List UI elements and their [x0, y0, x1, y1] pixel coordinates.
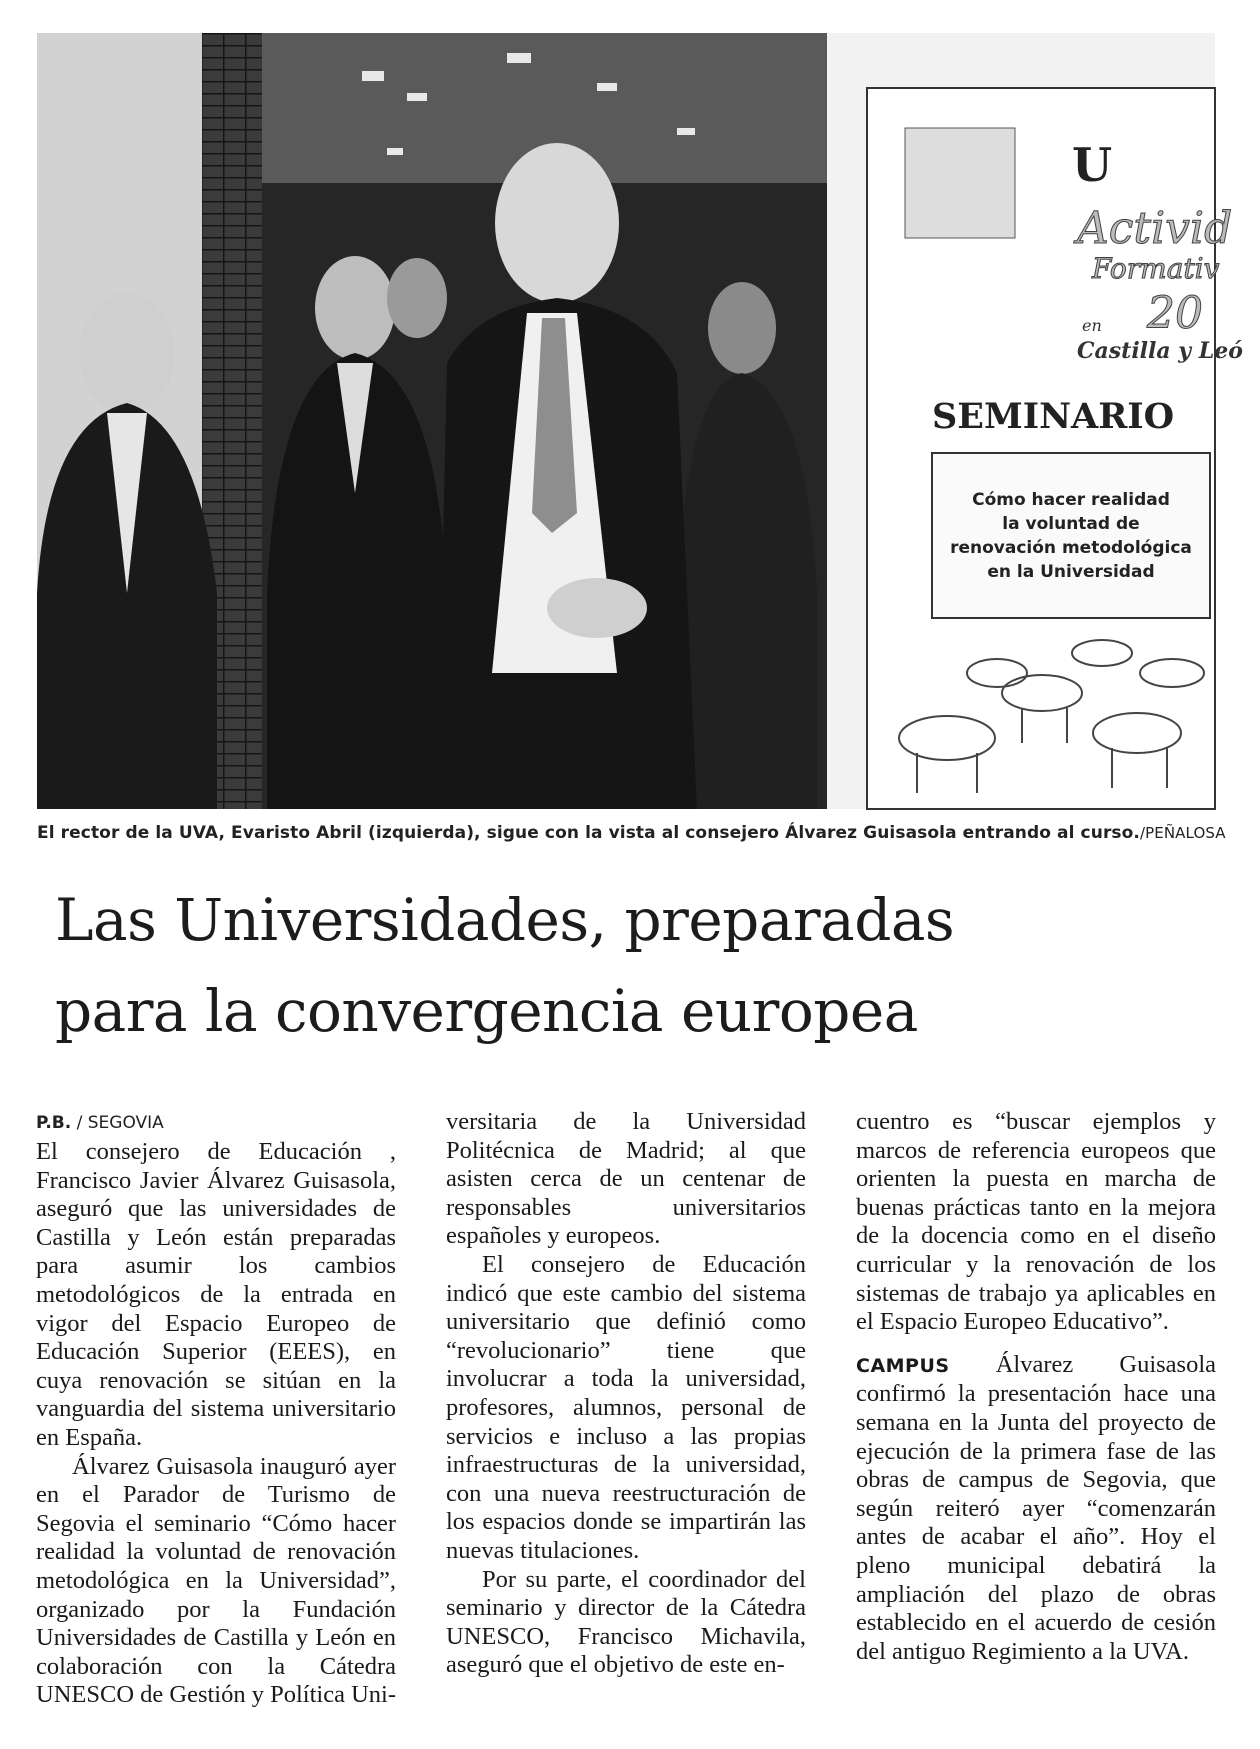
headline [55, 875, 1235, 1057]
paragraph: El consejero de Educación indicó que este cambio del sistema universitario que definió como “revolucionario” tiene que involucrar a toda la universidad, profesores, alumnos, personal de servicios e incluso a las propias infraestructuras de la universidad, con una nueva reestructuración de los espacios donde se impartirán las nuevas titulaciones. [446, 1250, 806, 1564]
paragraph: El consejero de Educación , Francisco Javier Álvarez Guisasola, aseguró que las universidades de Castilla y León están preparadas para asumir los cambios metodológicos de la entrada en vigor del Espacio Europeo de Educación Superior (EEES), en cuya renovación se sitúan en la vanguardia del sistema universitario en España. [36, 1138, 396, 1451]
poster-line-4: en [1082, 316, 1102, 335]
poster-title-line-2: la voluntad de [1002, 514, 1140, 534]
poster-line-3: 20 [1147, 288, 1203, 339]
poster-logo-letter: U [1072, 138, 1113, 192]
byline-author: P.B. [36, 1113, 72, 1133]
news-photo [37, 33, 1243, 809]
paragraph: Por su parte, el coordinador del seminario y director de la Cátedra UNESCO, Francisco Michavila, aseguró que el objetivo de este en- [446, 1565, 806, 1679]
article-column-3 [856, 1108, 1216, 1666]
photo-illustration [37, 33, 1243, 809]
headline-line-1: Las Universidades, preparadas [55, 886, 955, 954]
paragraph-text: Álvarez Guisasola confirmó la presentación hace una semana en la Junta del proyecto de ejecución de la primera fase de las obras de campus de Segovia, que según reiteró ayer “comenzarán antes de acabar el año”. Hoy el pleno municipal debatirá la ampliación del plazo de obras establecido en el acuerdo de cesión del antiguo Regimiento a la UVA. [856, 1350, 1216, 1665]
paragraph: cuentro es “buscar ejemplos y marcos de referencia europeos que orienten la puesta en marcha de buenas prácticas tanto en la mejora de la docencia como en el diseño curricular y la renovación de los sistemas de trabajo ya aplicables en el Espacio Europeo Educativo”. [856, 1108, 1216, 1336]
poster-title-line-3: renovación metodológica [950, 538, 1192, 558]
poster-line-5: Castilla y Leó [1077, 338, 1243, 364]
caption-text: El rector de la UVA, Evaristo Abril (izquierda), sigue con la vista al consejero Álvarez Guisasola entrando al curso. [37, 823, 1140, 843]
poster-line-1: Activid [1077, 203, 1233, 254]
article-column-2 [446, 1108, 806, 1680]
byline-place: / SEGOVIA [71, 1113, 164, 1133]
photo-credit: /PEÑALOSA [1139, 824, 1226, 842]
poster-line-2: Formativ [1092, 252, 1220, 285]
byline [36, 1108, 396, 1138]
poster-seminario: SEMINARIO [932, 396, 1175, 437]
paragraph: Álvarez Guisasola inauguró ayer en el Parador de Turismo de Segovia el seminario “Cómo hacer realidad la voluntad de renovación metodológica en la Universidad”, organizado por la Fundación Universidades de Castilla y León en colaboración con la Cátedra UNESCO de Gestión y Política Uni- [36, 1452, 396, 1709]
poster-title-line-1: Cómo hacer realidad [972, 490, 1170, 510]
paragraph: versitaria de la Universidad Politécnica de Madrid; al que asisten cerca de un centenar de responsables universitarios españoles y europeos. [446, 1108, 806, 1250]
poster-title-line-4: en la Universidad [987, 562, 1155, 582]
article-column-1 [36, 1108, 396, 1710]
headline-line-2: para la convergencia europea [55, 977, 918, 1045]
section-kicker: CAMPUS [856, 1354, 950, 1377]
photo-caption [37, 823, 1227, 843]
campus-paragraph [856, 1351, 1216, 1667]
